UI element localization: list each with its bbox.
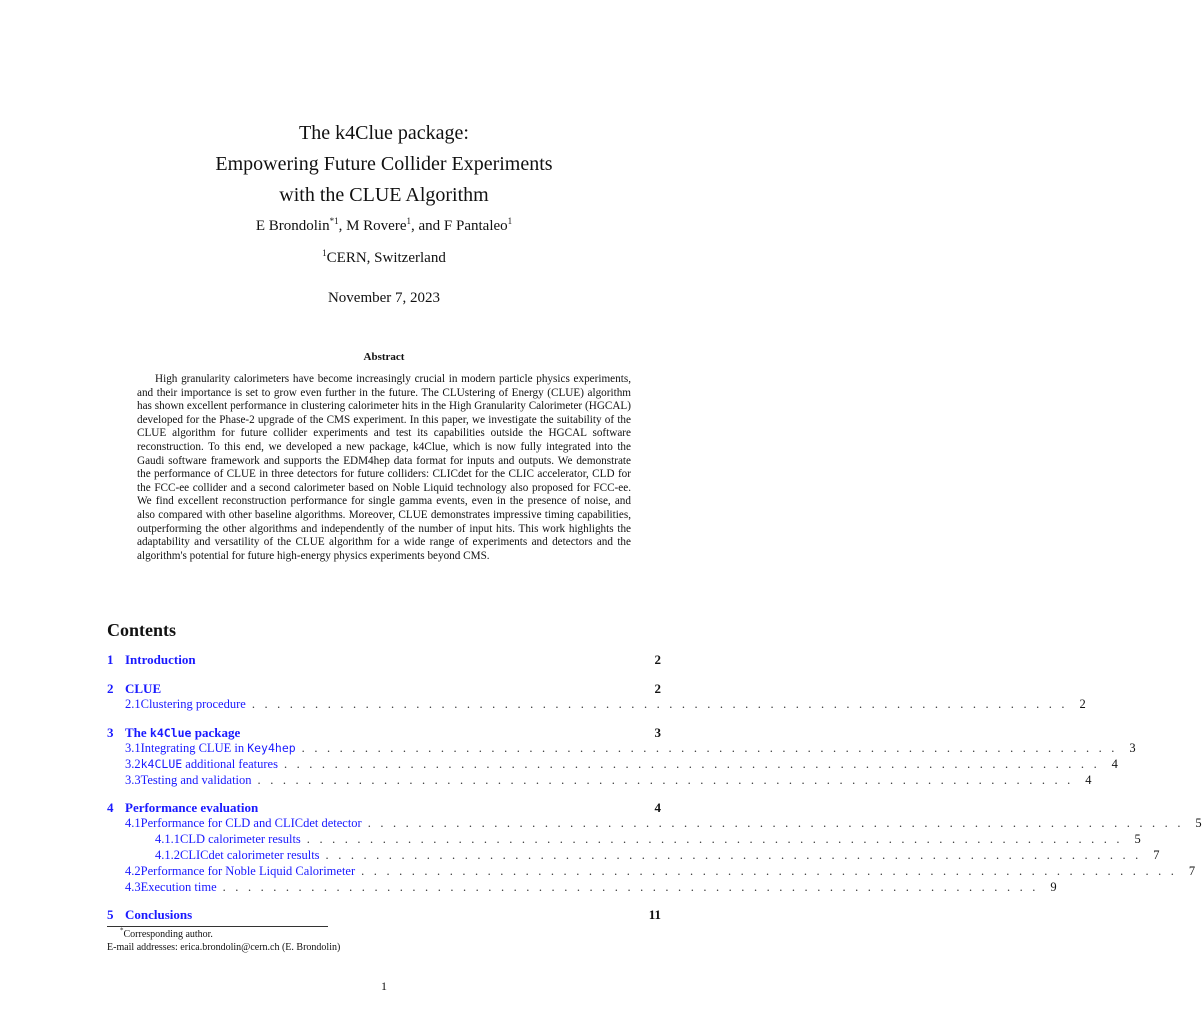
toc-num: 5 (107, 907, 114, 922)
toc-entry-conclusions[interactable] (107, 907, 661, 923)
abstract-heading: Abstract (363, 351, 405, 363)
toc-label[interactable]: Conclusions (125, 907, 193, 922)
toc-entry-execution-time[interactable] (107, 880, 1057, 896)
toc-page: 2 (654, 652, 661, 667)
toc-page: 3 (1129, 741, 1136, 755)
toc-label-pre: The (125, 725, 150, 740)
toc-entry-noble-liquid[interactable] (107, 864, 1196, 880)
toc-label[interactable]: Testing and validation (140, 773, 252, 787)
toc-dot-leader: . . . . . . . . . . . . . . . . . . . . . . . . . . . . . . . . . . . . . . . . . . . . . . . . . . . . . . . . . . . . . . . . . (222, 880, 1039, 894)
footnote-mark: * (120, 926, 124, 935)
toc-num: 2 (107, 681, 114, 696)
affiliation-mark: 1 (322, 248, 327, 258)
toc-label[interactable] (141, 741, 296, 756)
toc-num: 4.3 (125, 880, 141, 894)
author-list (0, 218, 768, 235)
toc-label[interactable] (141, 757, 278, 772)
author-1-mark: *1 (329, 216, 339, 226)
footnote-corresponding (120, 926, 213, 940)
toc-entry-additional-features[interactable] (107, 757, 1118, 773)
toc-entry-clue[interactable] (107, 681, 661, 697)
toc-label[interactable]: Execution time (140, 880, 217, 894)
toc-entry-k4clue-package[interactable] (107, 725, 661, 741)
toc-num: 4.2 (125, 864, 141, 878)
toc-label[interactable]: CLUE (125, 681, 162, 696)
toc-dot-leader: . . . . . . . . . . . . . . . . . . . . . . . . . . . . . . . . . . . . . . . . . . . . . . . . . . . . . . . . . . . . . . . . . (251, 697, 1068, 711)
toc-entry-introduction[interactable] (107, 652, 661, 668)
toc-page: 9 (1050, 880, 1057, 894)
toc-label-post: additional features (182, 757, 278, 771)
footnote-email: E-mail addresses: erica.brondolin@cern.ch (E. Brondolin) (107, 942, 341, 953)
toc-num: 1 (107, 652, 114, 667)
affiliation-text: CERN, Switzerland (326, 250, 446, 266)
toc-page: 2 (1079, 697, 1086, 711)
toc-page: 4 (1111, 757, 1118, 771)
toc-label[interactable]: Introduction (125, 652, 196, 667)
toc-page: 7 (1153, 848, 1160, 862)
title-line-3: with the CLUE Algorithm (279, 184, 489, 206)
toc-label[interactable]: Clustering procedure (140, 697, 246, 711)
toc-page: 5 (1134, 832, 1141, 846)
toc-num: 4.1.1 (155, 832, 180, 846)
toc-page: 2 (654, 681, 661, 696)
footnote-text: Corresponding author. (123, 929, 213, 940)
toc-entry-testing-validation[interactable] (107, 773, 1092, 789)
toc-page: 11 (648, 907, 661, 922)
title-line-1: The k4Clue package: (299, 122, 469, 144)
author-3-mark: 1 (507, 216, 513, 226)
toc-label-pre: Integrating CLUE in (140, 741, 248, 755)
toc-label[interactable]: Performance for Noble Liquid Calorimeter (140, 864, 356, 878)
author-3: , and F Pantaleo (411, 218, 508, 234)
toc-page: 4 (654, 800, 661, 815)
toc-dot-leader: . . . . . . . . . . . . . . . . . . . . . . . . . . . . . . . . . . . . . . . . . . . . . . . . . . . . . . . . . . . . . . . . . (257, 773, 1074, 787)
toc-num: 2.1 (125, 697, 141, 711)
toc-label[interactable]: Performance evaluation (125, 800, 259, 815)
page-number: 1 (381, 979, 387, 993)
toc-entry-performance-evaluation[interactable] (107, 800, 661, 816)
toc-label[interactable] (125, 725, 240, 741)
toc-entry-cld-results[interactable] (107, 832, 1141, 848)
toc-page: 4 (1085, 773, 1092, 787)
toc-num: 3 (107, 725, 114, 740)
toc-num: 3.2 (125, 757, 141, 771)
toc-num: 4.1.2 (155, 848, 180, 862)
author-2-mark: 1 (406, 216, 411, 226)
paper-date: November 7, 2023 (327, 290, 441, 306)
toc-num: 4 (107, 800, 114, 815)
toc-page: 7 (1188, 864, 1196, 878)
paper-title (0, 118, 768, 211)
toc-label-post: package (191, 725, 241, 740)
toc-label-code: k4CLUE (140, 757, 183, 771)
toc-dot-leader: . . . . . . . . . . . . . . . . . . . . . . . . . . . . . . . . . . . . . . . . . . . . . . . . . . . . . . . . . . . . . . . . . (325, 848, 1142, 862)
author-2: , M Rovere (338, 218, 407, 234)
toc-dot-leader: . . . . . . . . . . . . . . . . . . . . . . . . . . . . . . . . . . . . . . . . . . . . . . . . . . . . . . . . . . . . . . . . . (361, 864, 1178, 878)
author-1: E Brondolin (255, 218, 330, 234)
toc-entry-clustering-procedure[interactable] (107, 697, 1086, 713)
toc-dot-leader: . . . . . . . . . . . . . . . . . . . . . . . . . . . . . . . . . . . . . . . . . . . . . . . . . . . . . . . . . . . . . . . . . (367, 816, 1184, 830)
toc-entry-integrating-clue[interactable] (107, 741, 1136, 757)
toc-dot-leader: . . . . . . . . . . . . . . . . . . . . . . . . . . . . . . . . . . . . . . . . . . . . . . . . . . . . . . . . . . . . . . . . . (283, 757, 1100, 771)
toc-label[interactable]: CLD calorimeter results (180, 832, 301, 846)
footnote-rule (107, 926, 328, 927)
toc-num: 4.1 (125, 816, 141, 830)
toc-dot-leader: . . . . . . . . . . . . . . . . . . . . . . . . . . . . . . . . . . . . . . . . . . . . . . . . . . . . . . . . . . . . . . . . . (301, 741, 1118, 755)
toc-label-code: k4Clue (149, 726, 192, 740)
toc-label[interactable]: CLICdet calorimeter results (180, 848, 320, 862)
abstract-body: High granularity calorimeters have become increasingly crucial in modern particle physics experiments, and their importance is set to grow even further in the future. The CLUstering of Energy (CLUE) algorithm has shown excellent performance in clustering calorimeter hits in the High Granularity Calorimeter (HGCAL) developed for the Phase-2 upgrade of the CMS experiment. In this paper, we investigate the suitability of the CLUE algorithm for future collider experiments and test its capabilities outside the HGCAL software reconstruction. To this end, we developed a new package, k4Clue, which is now fully integrated into the Gaudi software framework and supports the EDM4hep data format for inputs and outputs. We demonstrate the performance of CLUE in three detectors for future colliders: CLICdet for the CLIC accelerator, CLD for the FCC-ee collider and a second calorimeter based on Noble Liquid technology also proposed for FCC-ee. We find excellent reconstruction performance for single gamma events, even in the presence of noise, and also compared with other baseline algorithms. Moreover, CLUE demonstrates impressive timing capabilities, outperforming the other algorithms and independently of the number of input hits. This work highlights the adaptability and versatility of the CLUE algorithm for a wide range of experiments and detectors and the algorithm's potential for future high-energy physics experiments beyond CMS. (137, 373, 631, 562)
toc-num: 3.1 (125, 741, 141, 755)
toc-page: 3 (654, 725, 661, 740)
toc-label[interactable]: Performance for CLD and CLICdet detector (140, 816, 362, 830)
toc-entry-clicdet-results[interactable] (107, 848, 1160, 864)
toc-page: 5 (1195, 816, 1202, 830)
affiliation (0, 250, 768, 267)
title-line-2: Empowering Future Collider Experiments (215, 153, 553, 175)
toc-num: 3.3 (125, 773, 141, 787)
contents-heading: Contents (107, 620, 177, 640)
toc-dot-leader: . . . . . . . . . . . . . . . . . . . . . . . . . . . . . . . . . . . . . . . . . . . . . . . . . . . . . . . . . . . . . . . . . (306, 832, 1123, 846)
toc-label-code: Key4hep (247, 741, 296, 755)
toc-entry-cld-clicdet[interactable] (107, 816, 1202, 832)
